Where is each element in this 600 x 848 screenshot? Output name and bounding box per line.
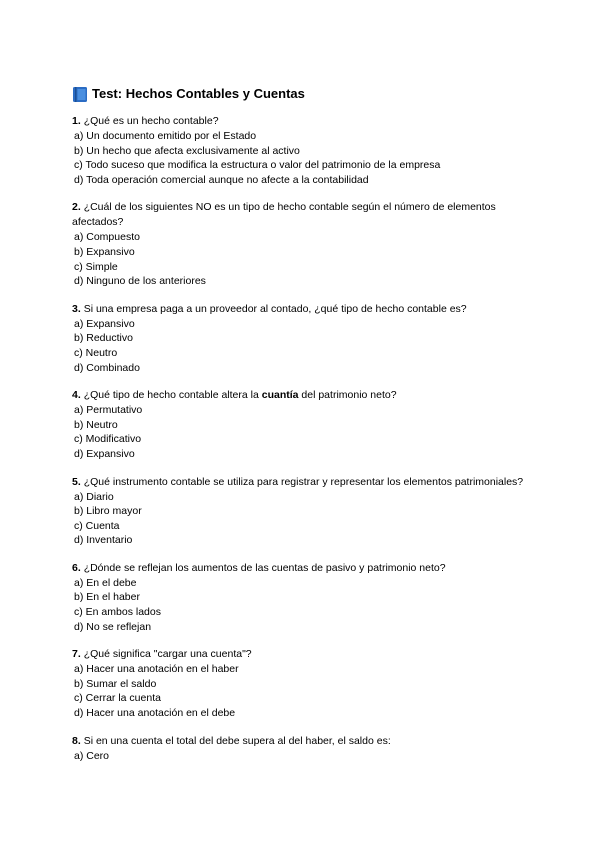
answer-option: b) Libro mayor — [74, 505, 142, 518]
answer-option: a) En el debe — [74, 576, 137, 589]
question-list — [72, 114, 542, 776]
answer-option: c) Neutro — [74, 346, 118, 359]
answer-option: c) Modificativo — [74, 433, 142, 446]
answer-option: b) Reductivo — [74, 332, 133, 345]
question-text — [72, 475, 542, 490]
answer-option: b) Expansivo — [74, 245, 135, 258]
question-stem-end: del patrimonio neto? — [298, 389, 397, 402]
question-text — [72, 734, 542, 749]
question-stem: ¿Qué es un hecho contable? — [83, 115, 219, 127]
question-stem: ¿Qué instrumento contable se utiliza para registrar y representar los elementos patrimoniales? — [83, 475, 524, 488]
question-number: 6. — [72, 561, 81, 574]
question-emphasis: cuantía — [261, 389, 299, 402]
question-item — [72, 647, 542, 720]
answer-option: c) Cuenta — [74, 519, 120, 532]
question-number: 7. — [72, 648, 81, 661]
answer-option: d) Hacer una anotación en el debe — [74, 707, 236, 720]
answer-option: b) Neutro — [74, 418, 118, 431]
question-item — [72, 561, 542, 634]
question-stem: ¿Dónde se reflejan los aumentos de las cuentas de pasivo y patrimonio neto? — [83, 561, 446, 574]
page-title — [73, 85, 305, 103]
question-item — [72, 388, 542, 461]
question-stem: ¿Qué significa "cargar una cuenta"? — [83, 648, 252, 661]
blue-book-icon — [73, 87, 87, 102]
question-number: 4. — [72, 389, 81, 402]
answer-option: b) En el haber — [74, 591, 140, 604]
answer-option: d) Ninguno de los anteriores — [74, 275, 206, 288]
answer-option: c) Todo suceso que modifica la estructura o valor del patrimonio de la empresa — [74, 159, 441, 172]
title-text: Test: Hechos Contables y Cuentas — [92, 86, 305, 101]
answer-option: d) Combinado — [74, 361, 140, 374]
answer-option: c) Cerrar la cuenta — [74, 692, 161, 705]
answer-option: d) Toda operación comercial aunque no afecte a la contabilidad — [74, 173, 369, 186]
answer-option: c) Simple — [74, 260, 118, 273]
question-stem: Si en una cuenta el total del debe supera al del haber, el saldo es: — [83, 734, 391, 747]
answer-option: d) Inventario — [74, 534, 133, 547]
answer-option: a) Diario — [74, 490, 114, 503]
question-text — [72, 647, 542, 662]
question-item — [72, 475, 542, 548]
question-number: 3. — [72, 302, 81, 315]
question-text — [72, 561, 542, 576]
question-stem: ¿Cuál de los siguientes NO es un tipo de hecho contable según el número de elementos afectados? — [72, 201, 496, 229]
answer-option: c) En ambos lados — [74, 606, 161, 619]
question-number: 2. — [72, 201, 81, 214]
answer-option: d) No se reflejan — [74, 620, 152, 633]
question-number: 1. — [72, 115, 81, 127]
answer-option: a) Compuesto — [74, 231, 140, 244]
answer-option: a) Cero — [74, 749, 110, 762]
question-item — [72, 200, 542, 288]
answer-option: d) Expansivo — [74, 447, 135, 460]
question-stem: ¿Qué tipo de hecho contable altera la — [83, 389, 262, 402]
question-item — [72, 114, 542, 187]
question-item — [72, 734, 542, 764]
answer-option: a) Hacer una anotación en el haber — [74, 663, 239, 676]
question-text — [72, 302, 542, 317]
answer-option: a) Expansivo — [74, 317, 135, 330]
question-text — [72, 388, 542, 403]
answer-option: a) Permutativo — [74, 404, 143, 417]
answer-option: b) Sumar el saldo — [74, 677, 157, 690]
answer-option: b) Un hecho que afecta exclusivamente al activo — [74, 144, 300, 157]
answer-option: a) Un documento emitido por el Estado — [74, 130, 257, 142]
question-item — [72, 302, 542, 375]
question-number: 8. — [72, 734, 81, 747]
question-text — [72, 200, 542, 230]
question-stem: Si una empresa paga a un proveedor al contado, ¿qué tipo de hecho contable es? — [83, 302, 467, 315]
question-number: 5. — [72, 475, 81, 488]
question-text — [72, 114, 542, 129]
